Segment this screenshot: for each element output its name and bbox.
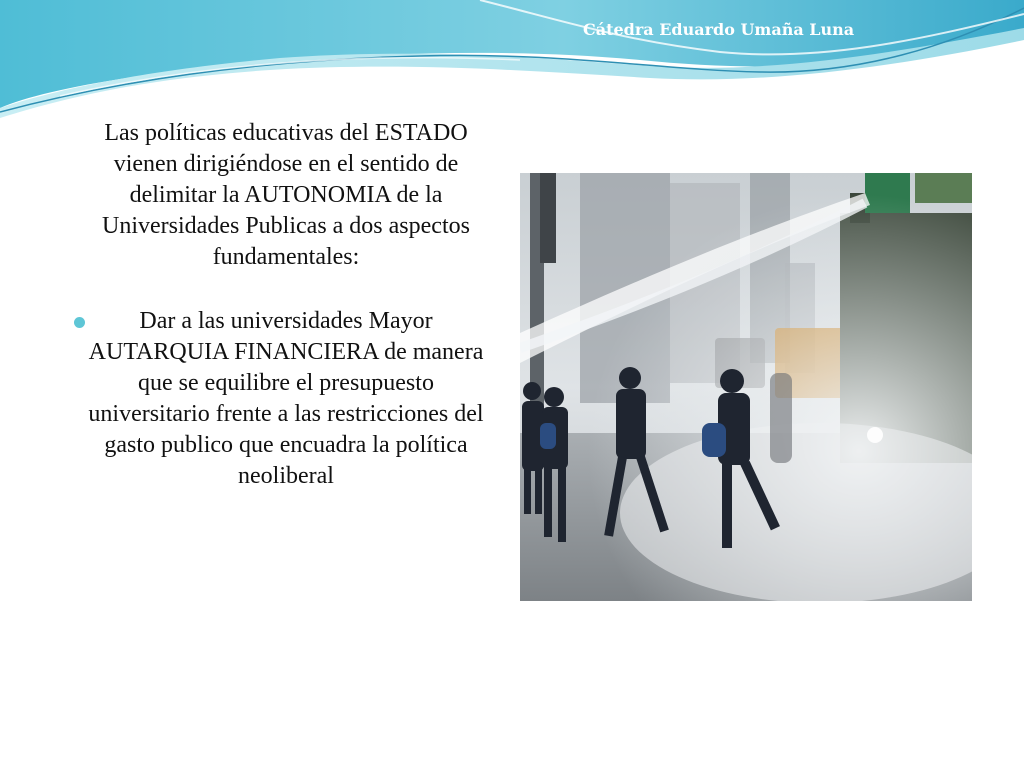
header-wave-decoration (0, 0, 1024, 130)
bullet-dot-icon (74, 317, 85, 328)
photo-illustration (520, 173, 972, 601)
protest-photo (520, 173, 972, 601)
bullet-text: Dar a las universidades Mayor AUTARQUIA FINANCIERA de manera que se equilibre el presupuesto universitario frente a las restricciones del gasto publico que encuadra la política neoliberal (88, 308, 484, 489)
bullet-item (82, 306, 490, 492)
content-text-block (82, 118, 490, 492)
header-title: Cátedra Eduardo Umaña Luna (583, 20, 855, 39)
intro-paragraph: Las políticas educativas del ESTADO vienen dirigiéndose en el sentido de delimitar la AUTONOMIA de la Universidades Publicas a dos aspectos fundamentales: (102, 120, 470, 270)
